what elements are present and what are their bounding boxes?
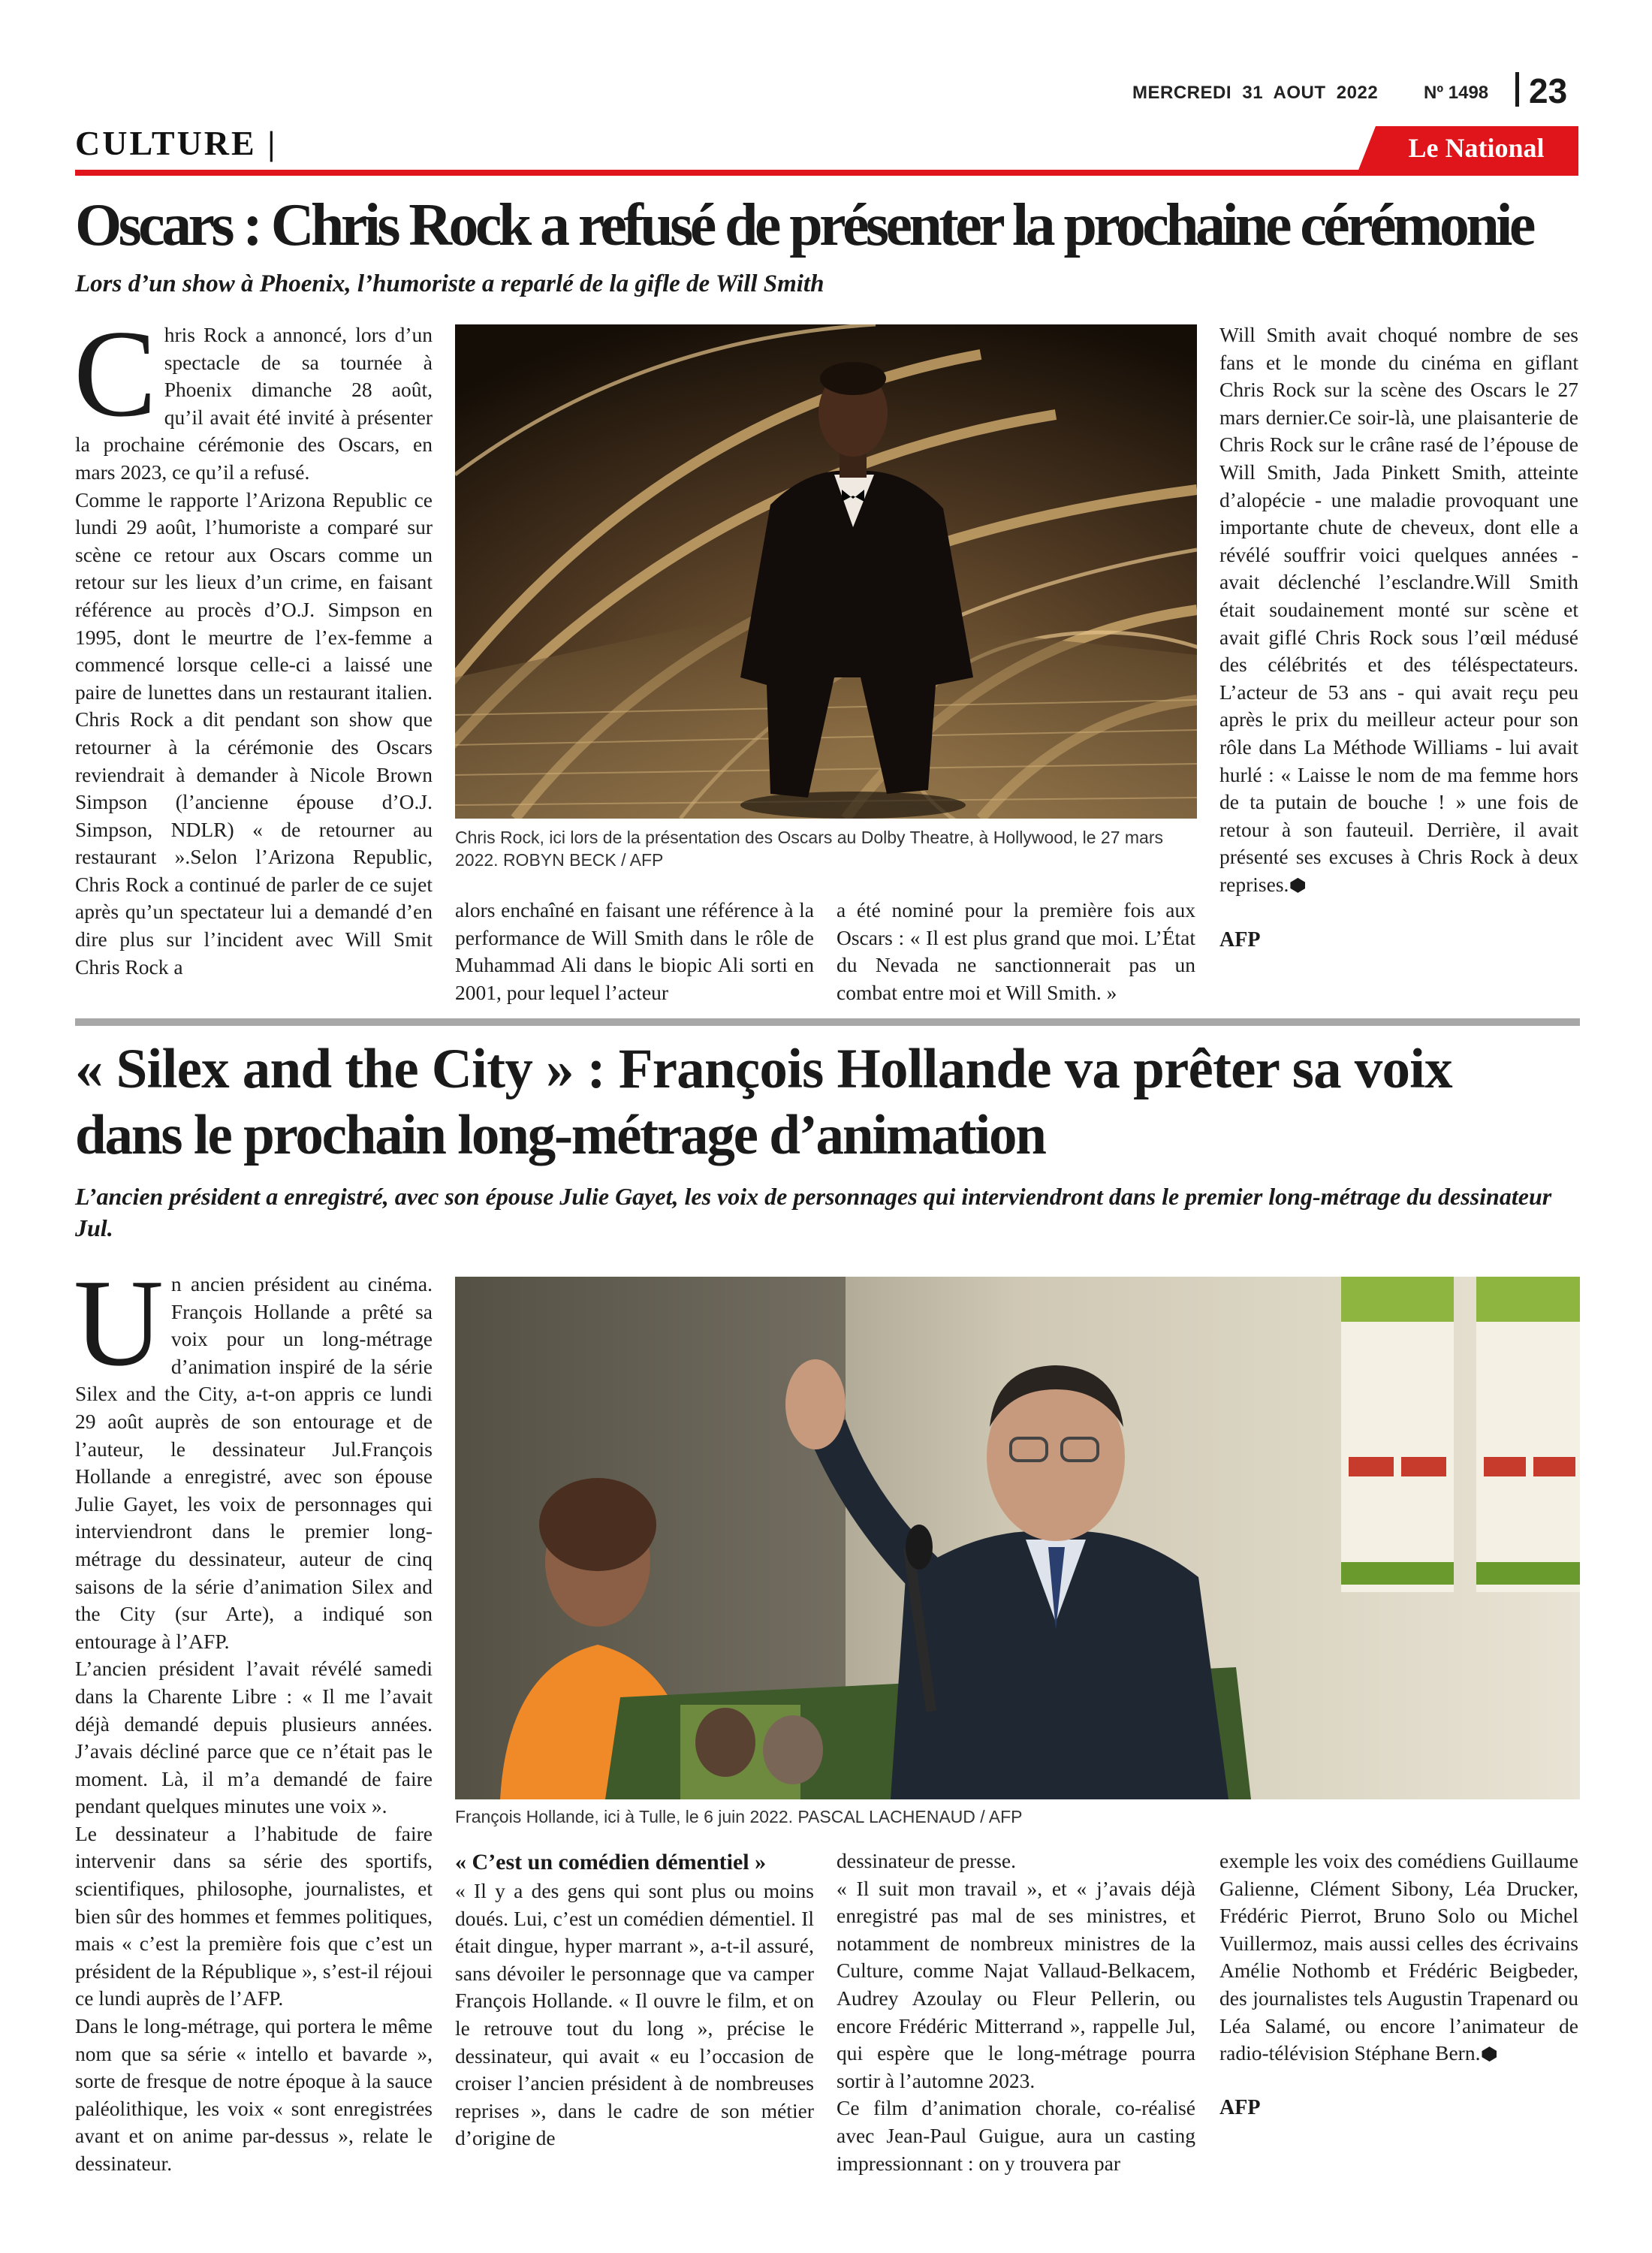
section-rubric: CULTURE | (75, 124, 278, 162)
article1-paragraph-end (1219, 321, 1578, 898)
article2-subhead: « C’est un comédien démentiel » (455, 1850, 767, 1874)
article1-paragraph: Comme le rapporte l’Arizona Republic ce lundi 29 août, l’humoriste a comparé sur scène ce retour aux Oscars comme un retour sur les lieux d’un crime, en faisant référence au procès d’O.J. Simpson en 1995, dont le meurtre de l’ex-femme a commencé lorsque celle-ci a laissé une paire de lunettes dans un restaurant italien. Chris Rock a dit pendant son show que retourner à la cérémonie des Oscars reviendrait à demander à Nicole Brown Simpson (l’ancienne épouse d’O.J. Simpson, NDLR) « de retourner au restaurant ».Selon l’Arizona Republic, Chris Rock a continué de parler de ce sujet après qu’un spectateur lui a demandé d’en dire plus sur l’incident avec Will Smit Chris Rock a (75, 487, 433, 979)
article2-paragraph: Ce film d’animation chorale, co-réalisé avec Jean-Paul Guigue, aura un casting impressionnant : on y trouvera par (837, 2096, 1195, 2175)
article2-lead-text: n ancien président au cinéma. François Hollande a prêté sa voix pour un long-métrage d’animation inspiré de la série Silex and the City, a-t-on appris ce lundi 29 août auprès de son entourage et de l’auteur, le dessinateur Jul.François Hollande a enregistré, avec son épouse Julie Gayet, les voix de personnages qui interviendront dans le premier long-métrage du dessinateur, auteur de cinq saisons de la série d’animation Silex and the City (sur Arte), a indiqué son entourage à l’AFP. (75, 1272, 433, 1653)
article2-closing-text: exemple les voix des comédiens Guillaume Galienne, Clément Sibony, Léa Drucker, Frédéric Pierrot, Bruno Solo ou Michel Vuillermoz, mais aussi celles des écrivains Amélie Nothomb et Frédéric Beigbeder, des journalistes tels Augustin Trapenard ou Léa Salamé, ou encore l’animateur de radio-télévision Stéphane Bern. (1219, 1849, 1578, 2065)
article2-dropcap: U (74, 1253, 164, 1392)
section-rule (75, 170, 1578, 176)
article2-paragraph: « Il y a des gens qui sont plus ou moins doués. Lui, c’est un comédien démentiel. Il était dingue, hyper marrant », a-t-il assuré, sans dévoiler le personnage que va camper François Hollande. « Il ouvre le film, et on le retrouve tout du long », précise le dessinateur, qui avait « eu l’occasion de croiser l’ancien président à de nombreuses reprises », dans le cadre de son métier d’origine de (455, 1879, 814, 2150)
article2-signature: AFP (1219, 2095, 1261, 2119)
article1-closing-text: Will Smith avait choqué nombre de ses fans et le monde du cinéma en giflant Chris Rock sur la scène des Oscars le 27 mars dernier.Ce soir-là, une plaisanterie de Chris Rock sur le crâne rasé de l’épouse de Will Smith, Jada Pinkett Smith, atteinte d’alopécie - une maladie provoquant une importante chute de cheveux, dont elle a révélé souffrir voici quelques années - avait déclenché l’esclandre.Will Smith était soudainement monté sur scène et avait giflé Chris Rock sous l’œil médusé des célébrités et des téléspectateurs. L’acteur de 53 ans - qui avait reçu peu après le prix du meilleur acteur pour son rôle dans La Méthode Williams - lui avait hurlé : « Laisse le nom de ma femme hors de ta putain de bouche ! » une fois de retour à son fauteuil. Derrière, il avait présenté ses excuses à Chris Rock à deux reprises. (1219, 323, 1578, 896)
article2-column-4 (1219, 1847, 1578, 2122)
article1-lead-paragraph (74, 304, 433, 487)
article1-signature: AFP (1219, 928, 1261, 952)
article2-title (75, 1036, 1580, 1169)
article2-paragraph: L’ancien président l’avait révélé samedi dans la Charente Libre : « Il me l’avait déjà demandé depuis plusieurs années. J’avais décliné parce que ce n’était pas le moment. Là, il m’a demandé de faire pendant quelques minutes une voix ». (75, 1657, 433, 1818)
article2-paragraph-end (1219, 1847, 1578, 2068)
article2-paragraph: dessinateur de presse. (837, 1849, 1017, 1872)
issue-date: MERCREDI 31 AOUT 2022 (1132, 83, 1379, 103)
photo-chris-rock (455, 324, 1197, 819)
photo-caption-hollande: François Hollande, ici à Tulle, le 6 juin 2022. PASCAL LACHENAUD / AFP (455, 1807, 1023, 1826)
end-of-article-icon (1482, 2046, 1497, 2061)
header-divider (1515, 72, 1519, 107)
stage-photo-illustration (455, 324, 1197, 819)
article-divider (75, 1018, 1580, 1026)
page-number: 23 (1529, 71, 1568, 110)
photo-caption-chris-rock: Chris Rock, ici lors de la présentation des Oscars au Dolby Theatre, à Hollywood, le 27 mars 2022. ROBYN BECK / AFP (455, 828, 1163, 870)
article1-title: Oscars : Chris Rock a refusé de présenter la prochaine cérémonie (75, 192, 1533, 258)
article2-title-line-1: « Silex and the City » : François Hollande va prêter sa voix (75, 1038, 1452, 1100)
article1-paragraph: alors enchaîné en faisant une référence à la performance de Will Smith dans le rôle de Muhammad Ali dans le biopic Ali sorti en 2001, pour lequel l’acteur (455, 898, 814, 1004)
article2-column-3 (837, 1847, 1195, 2177)
article2-title-line-2: dans le prochain long-métrage d’animation (75, 1104, 1045, 1166)
article1-lead-text: hris Rock a annoncé, lors d’un spectacle de sa tournée à Phoenix dimanche 28 août, qu’il avait été invité à présenter la prochaine cérémonie des Oscars, en mars 2023, ce qu’il a refusé. (75, 323, 433, 484)
article1-paragraph: a été nominé pour la première fois aux Oscars : « Il est plus grand que moi. L’État du Nevada ne sanctionnerait pas un combat entre moi et Will Smith. » (837, 898, 1195, 1004)
article2-paragraph: « Il suit mon travail », et « j’avais déjà enregistré pas mal de ses ministres, et notamment de nombreux ministres de la Culture, comme Najat Vallaud-Belkacem, Audrey Azoulay ou Fleur Pellerin, ou encore Frédéric Mitterrand », rappelle Jul, qui espère que le long-métrage pourra sortir à l’automne 2023. (837, 1876, 1195, 2092)
event-photo-illustration (455, 1277, 1580, 1799)
article1-column-3 (1219, 321, 1578, 955)
article2-paragraph: Dans le long-métrage, qui portera le même nom que sa série « intello et bavarde », sorte de fresque de notre époque à la sauce paléolithique, les voix « sont enregistrées avant et on anime par-dessus », relate le dessinateur. (75, 2014, 433, 2175)
article1-column-1 (74, 304, 433, 981)
photo-francois-hollande (455, 1277, 1580, 1799)
article2-column-2 (455, 1847, 814, 2152)
article2-column-1 (74, 1253, 433, 2178)
article1-subtitle: Lors d’un show à Phoenix, l’humoriste a reparlé de la gifle de Will Smith (75, 270, 824, 297)
article1-column-2b (837, 897, 1195, 1006)
article2-paragraph: Le dessinateur a l’habitude de faire intervenir dans sa série des sportifs, scientifiques, philosophe, journalistes, et bien sûr des hommes et femmes politiques, mais « c’est la première fois que c’est un président de la République », s’est-il réjoui ce lundi auprès de l’AFP. (75, 1821, 433, 2010)
issue-number: Nº 1498 (1424, 83, 1489, 103)
article1-column-2a (455, 897, 814, 1006)
end-of-article-icon (1290, 878, 1305, 893)
article1-dropcap: C (74, 304, 157, 442)
article2-lead-paragraph (74, 1253, 433, 1655)
brand-name: Le National (1408, 133, 1545, 163)
article2-subtitle: L’ancien président a enregistré, avec son épouse Julie Gayet, les voix de personnages qui interviendront dans le premier long-métrage du dessinateur Jul. (75, 1183, 1552, 1241)
